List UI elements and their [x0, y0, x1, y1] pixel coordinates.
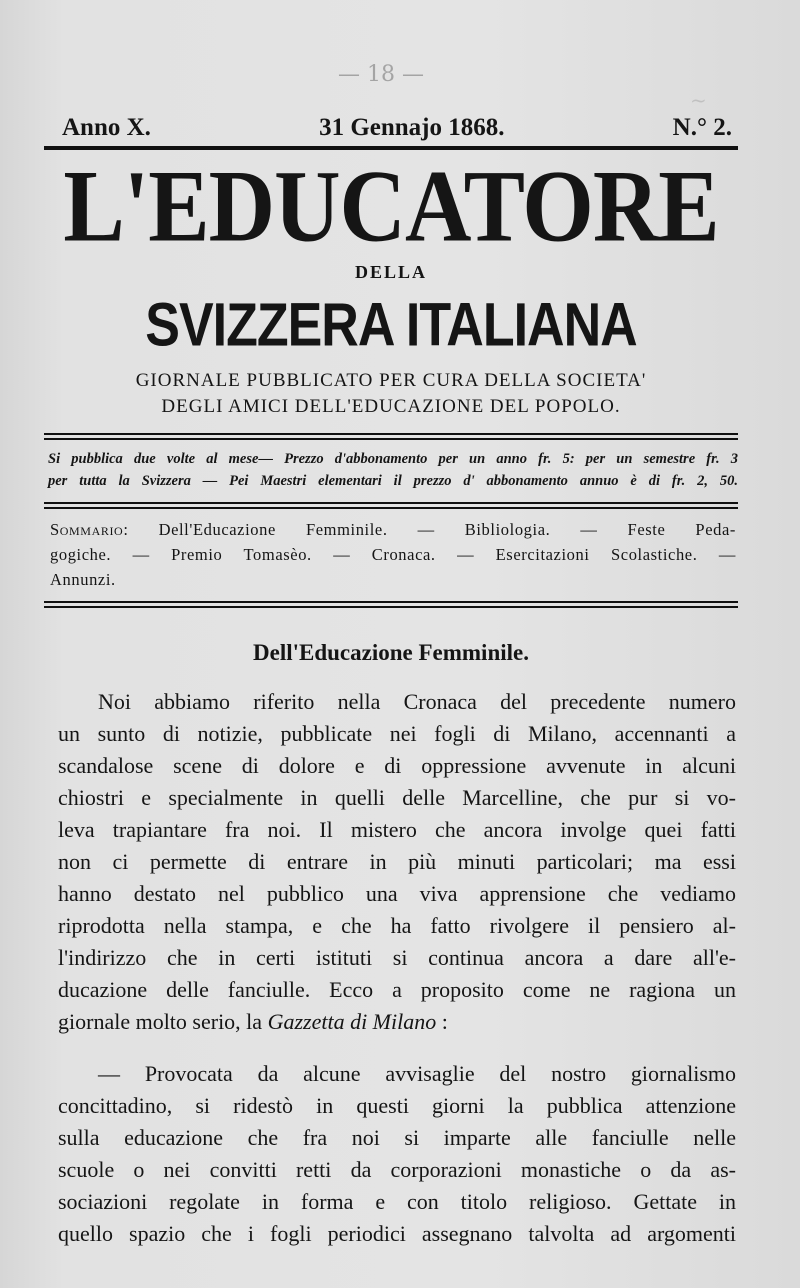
journal-description-line-2: DEGLI AMICI DELL'EDUCAZIONE DEL POPOLO. [161, 396, 621, 417]
article-line: — Provocata da alcune avvisaglie del nostro giornalismo [98, 1061, 736, 1086]
summary-line-1 [50, 520, 736, 540]
newspaper-title: L'EDUCATORE [63, 148, 719, 264]
article-line: l'indirizzo che in certi istituti si continua ancora a dare all'e- [58, 945, 736, 970]
rule [44, 502, 738, 504]
rule [44, 438, 738, 440]
article-line-last: giornale molto serio, la Gazzetta di Milano : [58, 1009, 448, 1034]
article-line: sulla educazione che fra noi si imparte alle fanciulle nelle [58, 1125, 736, 1150]
article-line: riprodotta nella stampa, e che ha fatto rivolgere il pensiero al- [58, 913, 736, 938]
masthead-row [62, 108, 732, 142]
summary-line-3: Annunzi. [50, 570, 116, 589]
article-line: quello spazio che i fogli periodici assegnano talvolta ad argomenti [58, 1221, 736, 1246]
summary-line-2: gogiche. — Premio Tomasèo. — Cronaca. — Esercitazioni Scolastiche. — [50, 545, 736, 564]
article-line: non ci permette di entrare in più minuti particolari; ma essi [58, 849, 736, 874]
title-della: DELLA [354, 262, 427, 282]
bleed-through-text: ~ [690, 88, 707, 112]
article-title: Dell'Educazione Femminile. [253, 640, 529, 665]
page-number: — 18 — [338, 62, 424, 87]
article-line: hanno destato nel pubblico una viva apprensione che vediamo [58, 881, 736, 906]
summary-text: Dell'Educazione Femminile. — Bibliologia. — Feste Peda- [158, 520, 736, 539]
rule [44, 433, 738, 435]
article-line: scandalose scene di dolore e di oppressione avvenute in alcuni [58, 753, 736, 778]
article-line: scuole o nei convitti retti da corporazioni monastiche o da as- [58, 1157, 736, 1182]
newspaper-subtitle: SVIZZERA ITALIANA [145, 291, 637, 360]
article-line: sociazioni regolate in forma e con titolo religioso. Gettate in [58, 1189, 736, 1214]
article-line: ducazione delle fanciulle. Ecco a proposito come ne ragiona un [58, 977, 736, 1002]
article-line: concittadino, si ridestò in questi giorni la pubblica attenzione [58, 1093, 736, 1118]
article-line: Noi abbiamo riferito nella Cronaca del precedente numero [98, 689, 736, 714]
issue-year: Anno X. [62, 114, 151, 141]
subscription-line-2: per tutta la Svizzera — Pei Maestri elementari il prezzo d' abbonamento annuo è di fr. 2, 50. [48, 473, 738, 489]
article-line: leva trapiantare fra noi. Il mistero che ancora involge quei fatti [58, 817, 736, 842]
article-line: chiostri e specialmente in quelli delle Marcelline, che pur si vo- [58, 785, 736, 810]
rule [44, 601, 738, 603]
issue-date: 31 Gennajo 1868. [319, 114, 505, 141]
issue-number: N.° 2. [672, 114, 732, 141]
newspaper-citation: Gazzetta di Milano [267, 1009, 437, 1034]
rule [44, 606, 738, 608]
rule [44, 507, 738, 509]
summary-label: Sommario: [50, 520, 129, 539]
article-line: un sunto di notizie, pubblicate nei fogli di Milano, accennanti a [58, 721, 736, 746]
subscription-line-1: Si pubblica due volte al mese— Prezzo d'abbonamento per un anno fr. 5: per un semestre fr. 3 [48, 451, 738, 467]
journal-description-line-1: GIORNALE PUBBLICATO PER CURA DELLA SOCIETA' [135, 370, 647, 391]
